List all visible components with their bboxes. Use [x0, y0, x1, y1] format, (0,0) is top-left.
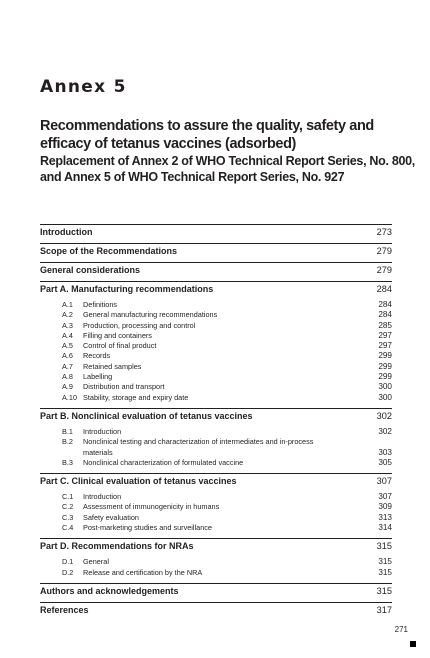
toc-subentry-a10[interactable] [40, 393, 392, 403]
toc-subentry-number: C.2 [62, 502, 74, 512]
toc-subentry-number: A.10 [62, 392, 78, 402]
toc-entry-page: 315 [376, 541, 392, 552]
toc-subentry-c4[interactable] [40, 523, 392, 533]
toc-subentry-page: 314 [378, 523, 392, 533]
toc-subentry-page: 315 [378, 567, 392, 577]
toc-subentry-page: 284 [378, 300, 392, 309]
toc-entry-label: Part D. Recommendations for NRAs [40, 541, 194, 552]
toc-subentry-number: C.3 [62, 512, 74, 522]
toc-subentry-page: 303 [378, 447, 392, 457]
toc-subentry-label: Post-marketing studies and surveillance [83, 523, 212, 533]
toc-subentry-c3[interactable] [40, 513, 392, 523]
toc-subentry-d2[interactable] [40, 568, 392, 578]
toc-entry-references[interactable] [40, 602, 392, 621]
toc-subentry-page: 284 [378, 310, 392, 320]
toc-entry-page: 307 [376, 476, 392, 487]
toc-subentry-number: A.5 [62, 341, 73, 351]
toc-subentry-page: 313 [378, 512, 392, 522]
toc-entry-page: 315 [376, 585, 392, 596]
toc-subentry-page: 300 [378, 382, 392, 392]
toc-subentry-a6[interactable] [40, 351, 392, 361]
toc-subentry-page: 299 [378, 361, 392, 371]
toc-entry-introduction[interactable] [40, 224, 392, 243]
toc-entry-label: General considerations [40, 265, 141, 275]
toc-entry-page: 279 [376, 246, 392, 256]
toc-subentry-page: 297 [378, 341, 392, 351]
toc-subentry-label: Production, processing and control [83, 320, 196, 330]
toc-entry-page: 279 [376, 265, 392, 275]
document-title: Recommendations to assure the quality, safety and efficacy of tetanus vaccines (adsorbed) [40, 118, 374, 152]
toc-subentry-a9[interactable] [40, 382, 392, 392]
toc-subentry-a5[interactable] [40, 341, 392, 351]
toc-subentry-number: A.6 [62, 351, 73, 361]
toc-entry-page: 317 [376, 604, 392, 615]
toc-subentry-number: D.2 [62, 567, 74, 577]
toc-subentry-page: 299 [378, 372, 392, 382]
toc-entry-scope[interactable] [40, 243, 392, 262]
toc-subentry-page: 315 [378, 557, 392, 567]
toc-entry-authors[interactable] [40, 583, 392, 602]
document-subtitle: Replacement of Annex 2 of WHO Technical Report Series, No. 800, and Annex 5 of WHO Technical Report Series, No. 927 [40, 154, 415, 184]
toc-subentry-a2[interactable] [40, 310, 392, 320]
toc-entry-part-b[interactable] [40, 408, 392, 427]
toc-subentry-label: Filling and containers [83, 330, 152, 340]
toc-subentry-a3[interactable] [40, 321, 392, 331]
toc-subentry-number: A.4 [62, 330, 73, 340]
toc-subentry-b2[interactable] [40, 437, 392, 458]
toc-subentry-d1[interactable] [40, 557, 392, 567]
toc-subentry-page: 305 [378, 457, 392, 467]
toc-subentry-page: 297 [378, 330, 392, 340]
page-number: 271 [394, 625, 408, 634]
toc-subentry-label: Release and certification by the NRA [83, 567, 203, 577]
toc-subentry-label: Control of final product [83, 341, 157, 351]
annex-heading: Annex 5 [40, 77, 127, 97]
toc-entry-page: 273 [376, 227, 392, 237]
table-of-contents [40, 224, 392, 621]
toc-entry-label: Introduction [40, 227, 93, 237]
toc-entry-label: Part C. Clinical evaluation of tetanus vaccines [40, 476, 237, 487]
toc-subentry-number: D.1 [62, 557, 74, 567]
toc-subentry-number: B.1 [62, 426, 73, 436]
toc-subentry-number: B.3 [62, 457, 73, 467]
toc-subentry-page: 285 [378, 320, 392, 330]
toc-subentry-a1[interactable] [40, 300, 392, 310]
toc-subentry-label: General manufacturing recommendations [83, 310, 218, 320]
toc-subentry-c1[interactable] [40, 492, 392, 502]
toc-subentry-number: A.1 [62, 300, 73, 309]
toc-subentry-label: Safety evaluation [83, 512, 139, 522]
toc-subentry-label: Distribution and transport [83, 382, 165, 392]
toc-subentry-b1[interactable] [40, 427, 392, 437]
toc-entry-label: Authors and acknowledgements [40, 585, 179, 596]
toc-entry-part-a[interactable] [40, 281, 392, 300]
toc-subentry-number: C.1 [62, 492, 74, 502]
toc-subentry-page: 302 [378, 426, 392, 436]
toc-subentry-page: 299 [378, 351, 392, 361]
toc-subentry-label: Introduction [83, 426, 122, 436]
toc-subentry-label: Nonclinical testing and characterization of intermediates and in-process materials [83, 437, 314, 457]
toc-entry-label: Part B. Nonclinical evaluation of tetanus vaccines [40, 410, 253, 421]
toc-subentry-label: Records [83, 351, 111, 361]
toc-subentry-number: A.9 [62, 382, 73, 392]
toc-subentry-label: Introduction [83, 492, 122, 502]
toc-subentry-label: Nonclinical characterization of formulated vaccine [83, 457, 244, 467]
toc-subentry-label: Definitions [83, 300, 118, 309]
toc-subentry-number: A.2 [62, 310, 73, 320]
toc-entry-label: Scope of the Recommendations [40, 246, 178, 256]
toc-entry-part-d[interactable] [40, 538, 392, 557]
toc-subentry-page: 309 [378, 502, 392, 512]
toc-subentry-label: Stability, storage and expiry date [83, 392, 189, 402]
toc-subentry-a7[interactable] [40, 362, 392, 372]
toc-subentry-number: A.8 [62, 372, 73, 382]
toc-subentry-page: 300 [378, 392, 392, 402]
toc-entry-general[interactable] [40, 262, 392, 281]
page-marker-square [410, 641, 416, 647]
toc-entry-label: References [40, 604, 89, 615]
toc-entry-page: 302 [376, 410, 392, 421]
toc-entry-label: Part A. Manufacturing recommendations [40, 284, 214, 294]
toc-subentry-number: A.7 [62, 361, 73, 371]
toc-subentry-page: 307 [378, 492, 392, 502]
toc-subentry-label: General [83, 557, 109, 567]
toc-subentry-b3[interactable] [40, 458, 392, 468]
toc-subentry-number: A.3 [62, 320, 73, 330]
toc-subentry-label: Labelling [83, 372, 113, 382]
toc-entry-page: 284 [376, 284, 392, 294]
toc-subentry-label: Retained samples [83, 361, 142, 371]
toc-subentry-c2[interactable] [40, 502, 392, 512]
toc-entry-part-c[interactable] [40, 473, 392, 492]
toc-subentry-number: C.4 [62, 523, 74, 533]
toc-subentry-label: Assessment of immunogenicity in humans [83, 502, 220, 512]
toc-subentry-number: B.2 [62, 437, 73, 447]
toc-subentry-a4[interactable] [40, 331, 392, 341]
toc-subentry-a8[interactable] [40, 372, 392, 382]
